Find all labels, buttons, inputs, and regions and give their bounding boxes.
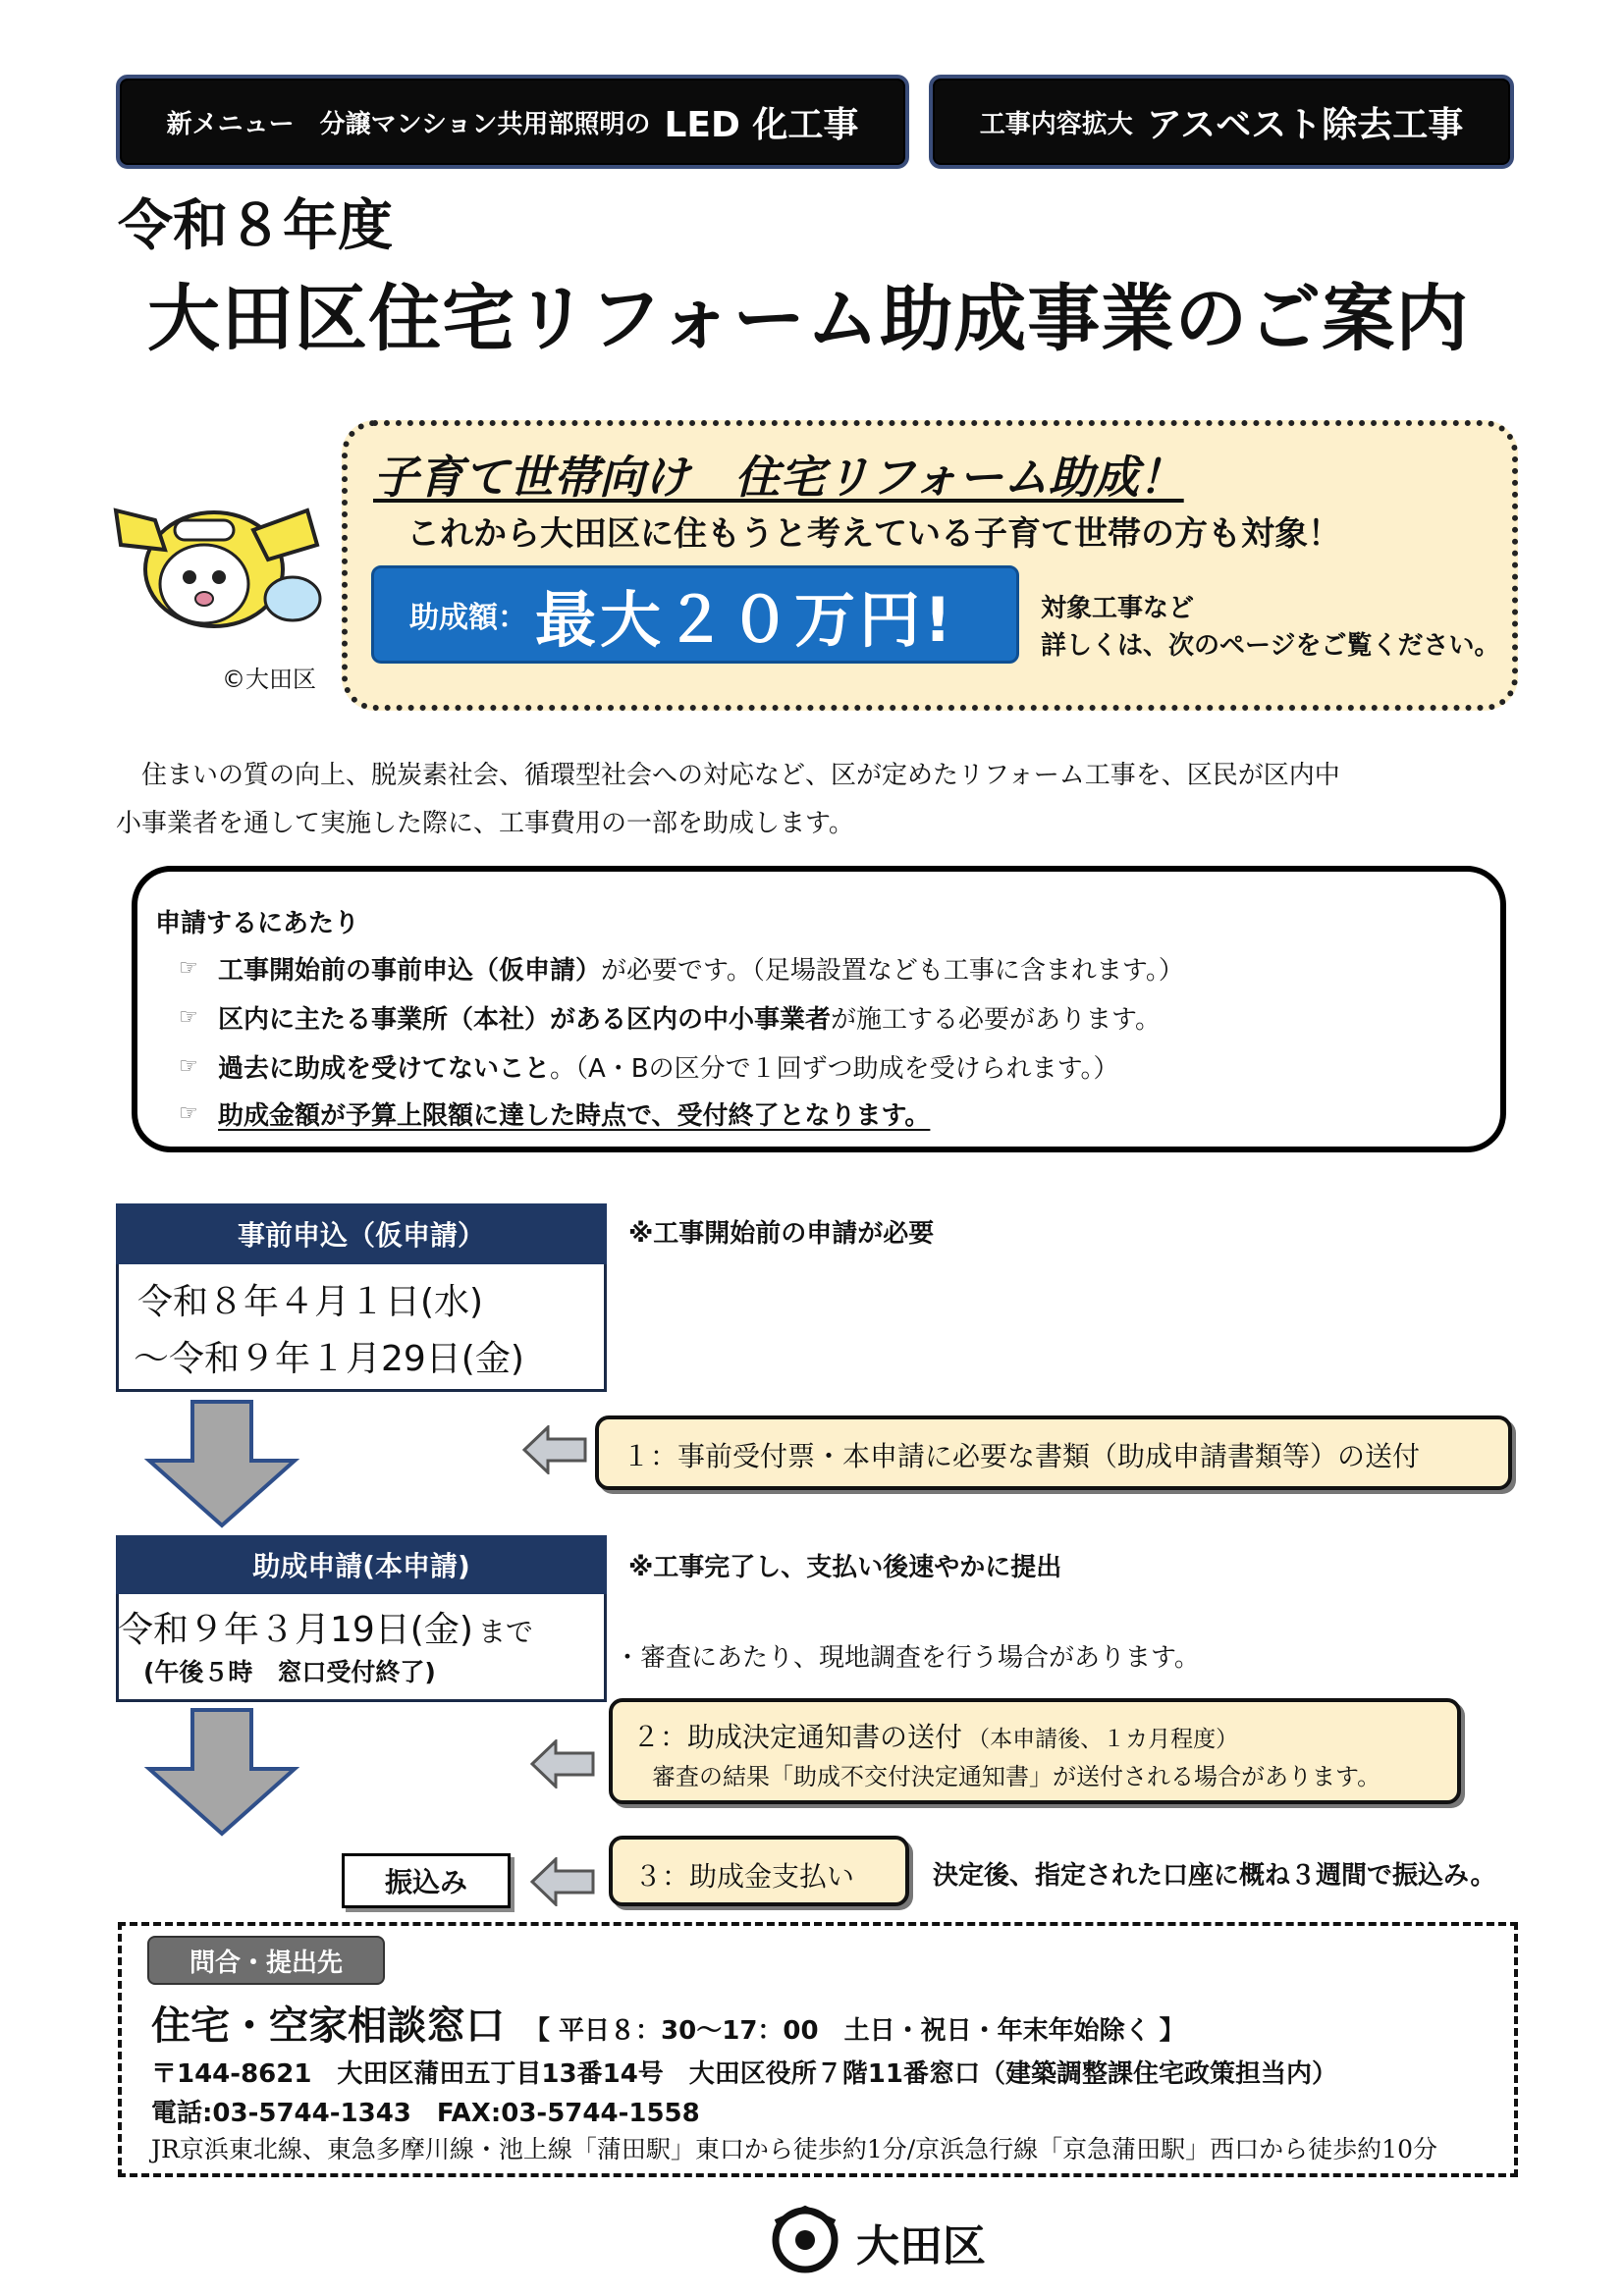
note-bold: 助成金額が予算上限額に達した時点で、受付終了となります。 xyxy=(218,1101,931,1131)
contact-name: 住宅・空家相談窓口 xyxy=(151,2003,505,2049)
payment-text: ３：助成金支払い xyxy=(634,1860,855,1893)
intro-text xyxy=(116,752,1530,849)
main-application-time-note: (午後５時 窓口受付終了) xyxy=(143,1658,436,1686)
mascot-image xyxy=(96,452,332,648)
main-application-date: 令和９年３月19日(金) xyxy=(118,1610,473,1650)
note-text: 。（A・Bの区分で１回ずつ助成を受けられます。） xyxy=(550,1054,1119,1084)
left-arrow-icon xyxy=(530,1739,595,1789)
pre-application-note: ※工事開始前の申請が必要 xyxy=(628,1219,935,1249)
note-text: がある xyxy=(550,1005,627,1035)
note-item xyxy=(179,950,1184,987)
footer-logo-text: 大田区 xyxy=(856,2221,986,2271)
left-arrow-icon xyxy=(530,1857,595,1906)
note-item xyxy=(179,999,1161,1036)
decision-notice-timing: （本申請後、１カ月程度） xyxy=(967,1727,1239,1752)
survey-note: ・審査にあたり、現地調査を行う場合があります。 xyxy=(615,1643,1200,1673)
main-application-deadline xyxy=(118,1602,533,1652)
pre-application-date-end: ～令和９年１月29日(金) xyxy=(134,1339,524,1379)
pointing-hand-icon: ☞ xyxy=(179,956,198,981)
child-heading: 子育て世帯向け 住宅リフォーム助成！ xyxy=(373,451,1184,504)
details-note xyxy=(1041,591,1499,665)
details-note-line1: 対象工事など xyxy=(1041,594,1195,623)
new-menu-title: LED 化工事 xyxy=(664,104,859,145)
asbestos-title: アスベスト除去工事 xyxy=(1146,104,1464,145)
contact-phone: 電話:03-5744-1343 FAX:03-5744-1558 xyxy=(151,2099,700,2128)
amount-label: 助成額： xyxy=(409,601,527,635)
page-title: 大田区住宅リフォーム助成事業のご案内 xyxy=(147,277,1470,361)
pre-application-date-start: 令和８年４月１日(水) xyxy=(137,1282,484,1322)
notes-title: 申請するにあたり xyxy=(155,909,360,938)
note-bold: 区内に主たる事業所（本社） xyxy=(218,1005,551,1035)
ota-city-emblem-icon xyxy=(770,2205,840,2275)
mascot-credit: ©大田区 xyxy=(222,666,316,693)
details-note-line2: 詳しくは、次のページをご覧ください。 xyxy=(1041,630,1500,661)
pointing-hand-icon: ☞ xyxy=(179,1005,198,1030)
down-arrow-icon xyxy=(143,1400,300,1529)
new-menu-banner xyxy=(116,75,909,169)
asbestos-label: 工事内容拡大 xyxy=(979,109,1133,139)
decision-notice-line1 xyxy=(632,1716,1238,1755)
note-bold: 過去に助成を受けてないこと xyxy=(218,1054,551,1084)
contact-pill: 問合・提出先 xyxy=(147,1936,385,1985)
amount-box xyxy=(371,565,1019,664)
main-application-header: 助成申請(本申請) xyxy=(116,1535,607,1594)
pre-application-header: 事前申込（仮申請） xyxy=(116,1203,607,1264)
intro-line2: 小事業者を通して実施した際に、工事費用の一部を助成します。 xyxy=(116,809,854,839)
note-bold: 区内の中小事業者 xyxy=(626,1005,832,1035)
note-text: が必要です。（足場設置なども工事に含まれます。） xyxy=(601,956,1184,986)
main-application-suffix: まで xyxy=(478,1616,534,1648)
document-delivery-text: １：事前受付票・本申請に必要な書類（助成申請書類等）の送付 xyxy=(623,1440,1421,1472)
note-bold: 工事開始前の事前申込（仮申請） xyxy=(218,956,602,986)
note-text: が施工する必要があります。 xyxy=(831,1005,1161,1035)
decision-notice-line2: 審査の結果「助成不交付決定通知書」が送付される場合があります。 xyxy=(652,1763,1381,1790)
down-arrow-icon xyxy=(143,1708,300,1838)
left-arrow-icon xyxy=(522,1425,587,1474)
amount-value: 最大２０万円! xyxy=(535,583,956,656)
intro-line1: 住まいの質の向上、脱炭素社会、循環型社会への対応など、区が定めたリフォーム工事を、区民が区内中 xyxy=(141,761,1340,790)
note-item xyxy=(179,1095,930,1132)
pointing-hand-icon: ☞ xyxy=(179,1054,198,1079)
contact-header-line xyxy=(151,1995,1185,2051)
fiscal-year: 令和８年度 xyxy=(118,194,393,258)
child-subheading: これから大田区に住もうと考えている子育て世帯の方も対象！ xyxy=(406,514,1341,554)
contact-hours: 【 平日８：30～17：00 土日・祝日・年末年始除く 】 xyxy=(524,2016,1185,2046)
asbestos-banner xyxy=(929,75,1514,169)
contact-address: 〒144-8621 大田区蒲田五丁目13番14号 大田区役所７階11番窓口（建築調整課住宅政策担当内） xyxy=(151,2059,1337,2089)
transfer-label-box: 振込み xyxy=(342,1853,511,1908)
transfer-note: 決定後、指定された口座に概ね３週間で振込み。 xyxy=(933,1861,1496,1891)
new-menu-label: 新メニュー 分譲マンション共用部照明の xyxy=(166,109,651,139)
decision-notice-title: ２：助成決定通知書の送付 xyxy=(632,1721,963,1753)
pointing-hand-icon: ☞ xyxy=(179,1101,198,1126)
contact-access: JR京浜東北線、東急多摩川線・池上線「蒲田駅」東口から徒歩約1分/京浜急行線「京急蒲田駅」西口から徒歩約10分 xyxy=(151,2135,1437,2163)
main-application-note: ※工事完了し、支払い後速やかに提出 xyxy=(628,1553,1062,1582)
note-item xyxy=(179,1048,1119,1085)
